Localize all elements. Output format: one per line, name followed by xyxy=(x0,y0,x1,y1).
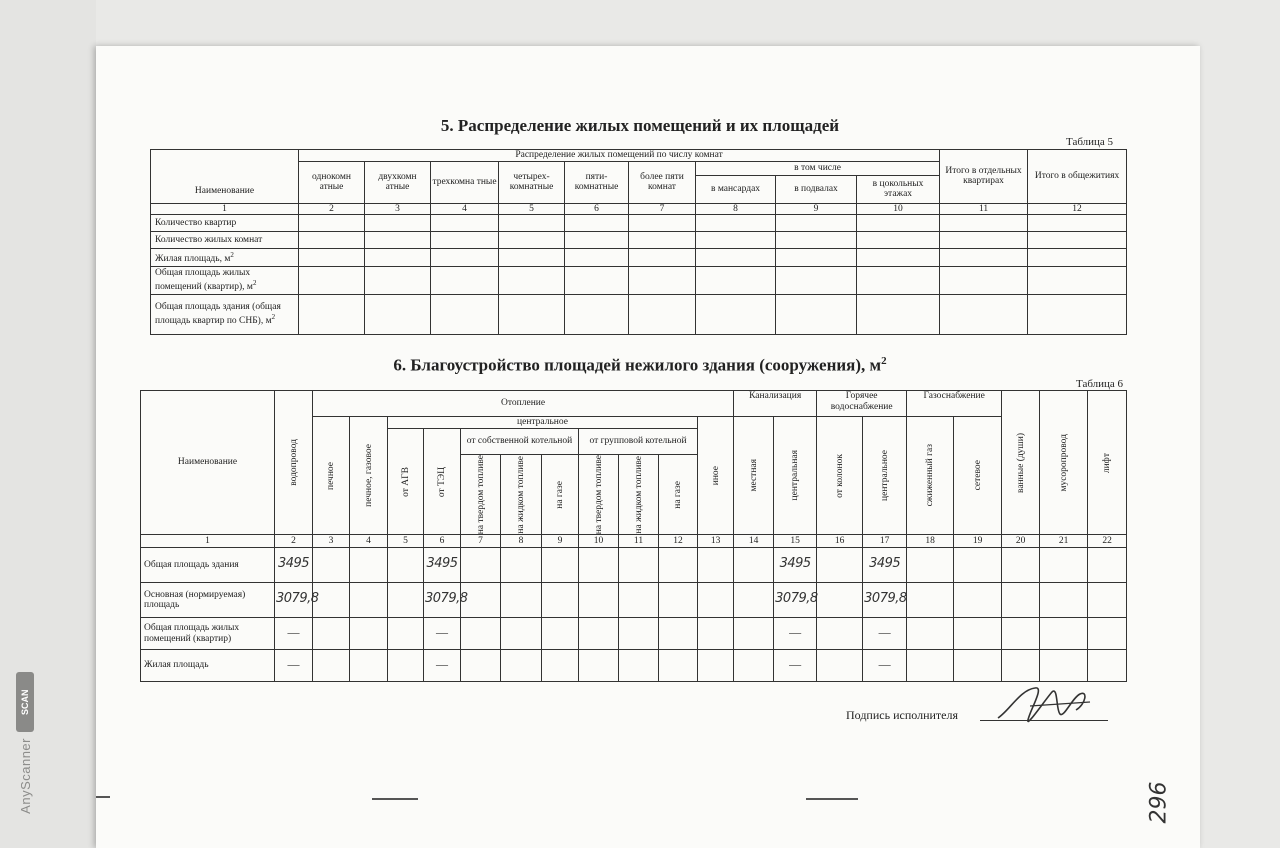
t6-row-label: Основная (нормируемая) площадь xyxy=(141,583,275,618)
t6-n21: 21 xyxy=(1040,535,1088,548)
table-row xyxy=(151,215,1127,232)
t6-n12: 12 xyxy=(659,535,698,548)
dash-mark: — xyxy=(287,657,300,672)
table-row xyxy=(151,295,1127,335)
t5-col-numbers xyxy=(151,203,1127,215)
t5-row-label: Общая площадь жилых помещений (квартир), $м^2$ xyxy=(151,267,299,295)
t5-h-incl: в том числе xyxy=(696,161,940,175)
t6-n18: 18 xyxy=(907,535,954,548)
dash-mark: — xyxy=(789,657,802,672)
t5-h-c7: более пяти комнат xyxy=(629,161,696,203)
t5-row-label: Количество жилых комнат xyxy=(151,232,299,249)
t5-h-c6: пяти- комнатные xyxy=(565,161,629,203)
t6-h-name: Наименование xyxy=(141,391,275,535)
t5-n1: 1 xyxy=(151,203,299,215)
t5-n3: 3 xyxy=(365,203,431,215)
t6-row-label: Жилая площадь xyxy=(141,650,275,682)
t6-row-label: Общая площадь жилых помещений (квартир) xyxy=(141,618,275,650)
t6-h-stove-gas: печное, газовое xyxy=(350,417,388,535)
t6-h-lpg: сжиженный газ xyxy=(907,417,954,535)
t6-h-group: от групповой котельной xyxy=(579,429,698,455)
t6-h-hot-col: от колонок xyxy=(817,417,863,535)
table-row xyxy=(151,267,1127,295)
t5-h-c10: в цокольных этажах xyxy=(857,175,940,203)
t5-n4: 4 xyxy=(431,203,499,215)
table5-label: Таблица 5 xyxy=(1066,136,1114,148)
table-5 xyxy=(150,149,1127,335)
dash-mark: — xyxy=(436,657,448,672)
scanner-brand: AnyScanner xyxy=(17,738,33,814)
t6-h-lift: лифт xyxy=(1088,391,1127,535)
scan-mark xyxy=(96,796,110,798)
t5-h-c4: трехкомна тные xyxy=(431,161,499,203)
t6-h-other: иное xyxy=(698,417,734,535)
handwritten-value: 3079,8 xyxy=(864,591,907,607)
signature-icon xyxy=(990,680,1100,730)
t6-row-label: Общая площадь здания xyxy=(141,548,275,583)
section6-title: 6. Благоустройство площадей нежилого здания (сооружения), $м^2$ xyxy=(393,355,887,375)
page-number: 296 xyxy=(1146,781,1172,824)
t6-n4: 4 xyxy=(350,535,388,548)
t6-n15: 15 xyxy=(774,535,817,548)
t6-h-group-solid: на твердом топливе xyxy=(579,455,619,535)
t5-n9: 9 xyxy=(776,203,857,215)
t6-n3: 3 xyxy=(313,535,350,548)
t6-h-group-gas: на газе xyxy=(659,455,698,535)
t6-h-gas-supply: Газоснабжение xyxy=(907,391,1002,417)
t5-n8: 8 xyxy=(696,203,776,215)
t5-h-group: Распределение жилых помещений по числу комнат xyxy=(299,150,940,162)
t6-h-sewer: Канализация xyxy=(734,391,817,417)
t6-h-sewer-local: местная xyxy=(734,417,774,535)
table-row xyxy=(141,583,1127,618)
t6-n14: 14 xyxy=(734,535,774,548)
handwritten-value: 3079,8 xyxy=(276,591,319,607)
t5-h-total-apts: Итого в отдельных квартирах xyxy=(940,150,1028,204)
t6-n22: 22 xyxy=(1088,535,1127,548)
table-row xyxy=(141,548,1127,583)
t6-n2: 2 xyxy=(275,535,313,548)
t5-h-c9: в подвалах xyxy=(776,175,857,203)
scan-mark xyxy=(806,798,858,800)
table-row xyxy=(151,249,1127,267)
table6-label: Таблица 6 xyxy=(1076,378,1124,390)
t6-h-central: центральное xyxy=(388,417,698,429)
dash-mark: — xyxy=(436,625,448,640)
t5-h-c3: двухкомн атные xyxy=(365,161,431,203)
handwritten-value: 3495 xyxy=(277,556,310,572)
t6-h-bath: ванные (души) xyxy=(1002,391,1040,535)
t6-n17: 17 xyxy=(863,535,907,548)
t5-h-name: Наименование xyxy=(151,150,299,204)
t6-h-group-liquid: на жидком топливе xyxy=(619,455,659,535)
t6-n19: 19 xyxy=(954,535,1002,548)
t6-n9: 9 xyxy=(542,535,579,548)
dash-mark: — xyxy=(287,625,300,640)
t6-n7: 7 xyxy=(461,535,501,548)
table-6 xyxy=(140,390,1127,682)
scanner-logo-icon: SCAN xyxy=(16,672,34,732)
handwritten-value: 3079,8 xyxy=(775,591,818,607)
table-row xyxy=(141,650,1127,682)
t5-n10: 10 xyxy=(857,203,940,215)
t5-n6: 6 xyxy=(565,203,629,215)
t6-n6: 6 xyxy=(424,535,461,548)
t5-h-total-dorms: Итого в общежитиях xyxy=(1028,150,1127,204)
t5-row-label: Общая площадь здания (общая площадь квартир по СНБ), $м^2$ xyxy=(151,295,299,335)
t6-h-garbage: мусоропровод xyxy=(1040,391,1088,535)
t5-h-c5: четырех- комнатные xyxy=(499,161,565,203)
dash-mark: — xyxy=(878,625,891,640)
table-row xyxy=(151,232,1127,249)
t6-h-net: сетевое xyxy=(954,417,1002,535)
t6-h-tec: от ТЭЦ xyxy=(424,429,461,535)
t6-n20: 20 xyxy=(1002,535,1040,548)
t6-h-stove: печное xyxy=(313,417,350,535)
signature-label: Подпись исполнителя xyxy=(846,708,958,722)
t6-h-agv: от АГВ xyxy=(388,429,424,535)
handwritten-value: 3495 xyxy=(779,556,811,572)
t6-h-hot: Горячее водоснабжение xyxy=(817,391,907,417)
t5-n12: 12 xyxy=(1028,203,1127,215)
t5-n2: 2 xyxy=(299,203,365,215)
t6-h-heating: Отопление xyxy=(313,391,734,417)
t5-n7: 7 xyxy=(629,203,696,215)
section5-title: 5. Распределение жилых помещений и их площадей xyxy=(440,116,840,135)
t6-n1: 1 xyxy=(141,535,275,548)
handwritten-value: 3079,8 xyxy=(425,591,468,607)
t6-h-own: от собственной котельной xyxy=(461,429,579,455)
scanner-watermark xyxy=(14,672,36,822)
t6-n11: 11 xyxy=(619,535,659,548)
t5-n11: 11 xyxy=(940,203,1028,215)
t6-n10: 10 xyxy=(579,535,619,548)
table-row xyxy=(141,618,1127,650)
handwritten-value: 3495 xyxy=(869,556,901,572)
t6-n5: 5 xyxy=(388,535,424,548)
scan-mark xyxy=(372,798,418,800)
t6-n16: 16 xyxy=(817,535,863,548)
dash-mark: — xyxy=(878,657,891,672)
t5-h-c2: однокомн атные xyxy=(299,161,365,203)
t5-h-c8: в мансардах xyxy=(696,175,776,203)
t6-h-sewer-central: центральная xyxy=(774,417,817,535)
dash-mark: — xyxy=(789,625,802,640)
t6-h-own-gas: на газе xyxy=(542,455,579,535)
t6-n8: 8 xyxy=(501,535,542,548)
t6-h-own-liquid: на жидком топливе xyxy=(501,455,542,535)
handwritten-value: 3495 xyxy=(426,556,458,572)
t5-row-label: Жилая площадь, $м^2$ xyxy=(151,249,299,267)
t6-h-own-solid: на твердом топливе xyxy=(461,455,501,535)
t6-h-water: водопровод xyxy=(275,391,313,535)
t6-col-numbers xyxy=(141,535,1127,548)
t5-n5: 5 xyxy=(499,203,565,215)
t6-h-hot-central: центральное xyxy=(863,417,907,535)
t5-row-label: Количество квартир xyxy=(151,215,299,232)
t6-n13: 13 xyxy=(698,535,734,548)
